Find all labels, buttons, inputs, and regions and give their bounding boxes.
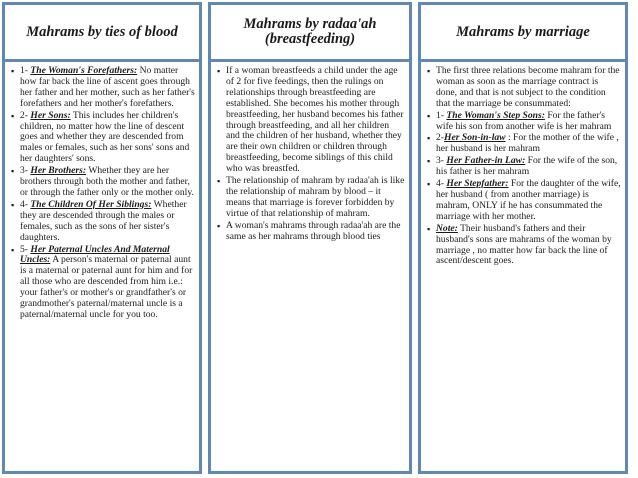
item-text [20, 66, 195, 110]
list-item [427, 133, 621, 155]
bullet-icon: ▪ [217, 66, 221, 76]
list-item [11, 111, 195, 166]
item-text [436, 179, 621, 223]
item-prefix: 2- [20, 109, 31, 121]
item-text [436, 156, 621, 178]
list-item [11, 166, 195, 199]
bullet-icon: ▪ [11, 199, 15, 210]
list-item [217, 221, 405, 243]
item-highlight: Her Sons: [30, 109, 71, 121]
column-body [5, 62, 199, 322]
list-item [427, 111, 621, 133]
item-text [20, 111, 195, 166]
item-highlight: Her Stepfather: [446, 178, 509, 190]
list-item [11, 66, 195, 110]
bullet-icon: ▪ [217, 220, 221, 231]
mahram-table [2, 2, 634, 474]
item-text: The relationship of mahram by radaa'ah is like the relationship of mahram by blood – it means that marriage is forever forbidden by virtue of that relationship of mahram. [226, 175, 405, 219]
item-text: No matter how far back the line of ascent goes through her father and her mother, such as her father's forefathers and her mother's forefathers. [20, 65, 195, 109]
list-item [427, 66, 621, 110]
item-text [20, 245, 195, 321]
item-text: For the wife of the son, his father is her mahram [436, 155, 618, 178]
item-text: A person's maternal or paternal aunt is a maternal or paternal aunt for him and for all those who are descended from him i.e.: your father's or mother's or grandfather's or grandmother's paternal/maternal uncle is a paternal/maternal uncle for you too. [20, 254, 193, 320]
item-text [226, 221, 405, 243]
item-text: For the daughter of the wife, her husband ( from another marriage) is mahram, ONLY if he has consummated the marriage with her mother. [436, 178, 621, 222]
item-text [226, 176, 405, 220]
item-highlight: Her Father-in Law: [446, 155, 526, 167]
bullet-icon: ▪ [11, 66, 15, 76]
bullet-icon: ▪ [11, 166, 15, 177]
item-highlight: Her Paternal Uncles And Maternal Uncles: [20, 243, 170, 266]
list-item [217, 66, 405, 175]
bullet-icon: ▪ [427, 110, 431, 121]
list-item [427, 156, 621, 178]
item-text: : For the mother of the wife , her husband is her mahram [436, 132, 619, 155]
bullet-icon: ▪ [11, 244, 15, 255]
item-prefix: 3- [436, 155, 447, 167]
item-text: A woman's mahrams through radaa'ah are the same as her mahrams through blood ties [226, 219, 401, 242]
column-title: Mahrams by marriage [421, 5, 625, 62]
item-text [436, 111, 621, 133]
item-text [226, 66, 405, 175]
bullet-icon: ▪ [427, 133, 431, 144]
item-text [436, 224, 621, 268]
column-body [421, 62, 625, 268]
item-prefix: 3- [20, 165, 31, 177]
item-text: For the father's wife his son from another wife is her mahram [436, 109, 612, 132]
column-breastfeeding [208, 2, 412, 474]
column-title: Mahrams by ties of blood [5, 5, 199, 62]
item-prefix: 2- [436, 132, 444, 144]
item-prefix: 1- [436, 109, 447, 121]
list-item [427, 179, 621, 223]
item-highlight: The Woman's Forefathers: [30, 65, 138, 76]
item-highlight: The Children Of Her Siblings: [30, 198, 152, 210]
list-item [217, 176, 405, 220]
bullet-icon: ▪ [11, 110, 15, 121]
item-text: Whether they are descended through the males or females, such as the sons of her sister's daughters. [20, 198, 187, 243]
item-prefix: 4- [436, 178, 447, 190]
bullet-icon: ▪ [427, 66, 431, 76]
item-prefix: 4- [20, 198, 31, 210]
item-text [20, 166, 195, 199]
list-item [11, 245, 195, 321]
item-text: The first three relations become mahram for the woman as soon as the marriage contract is done, and that is not subject to the condition that the marriage be consummated: [436, 65, 620, 109]
column-marriage [418, 2, 628, 474]
bullet-icon: ▪ [217, 176, 221, 187]
item-text: Their husband's fathers and their husband's sons are mahrams of the woman by marriage , no matter how far back the line of ascent/descent goes. [436, 222, 612, 267]
item-text [436, 66, 621, 110]
item-prefix: 5- [20, 243, 31, 255]
column-title: Mahrams by radaa'ah (breastfeeding) [211, 5, 409, 62]
item-highlight: The Woman's Step Sons: [446, 109, 545, 121]
list-item [11, 200, 195, 244]
item-text: Whether they are her brothers through both the mother and father, or through the father only or the mother only. [20, 165, 194, 198]
item-prefix: 1- [20, 65, 31, 76]
item-text [436, 133, 621, 155]
item-text: If a woman breastfeeds a child under the age of 2 for five feedings, then the rulings on relationships through breastfeeding are established. She becomes his mother through breastfeeding, her husband becomes his father through breastfeeding, and all her children and the children of her husband, whether they are their own children or children through breastfeeding, become siblings of this child who was breastfed. [226, 65, 404, 175]
item-highlight: Note: [436, 222, 458, 234]
item-highlight: Her Son-in-law [444, 132, 506, 144]
bullet-icon: ▪ [427, 156, 431, 167]
item-highlight: Her Brothers: [30, 165, 87, 177]
bullet-icon: ▪ [427, 223, 431, 234]
list-item [427, 224, 621, 268]
item-text [20, 200, 195, 244]
column-blood [2, 2, 202, 474]
bullet-icon: ▪ [427, 179, 431, 190]
item-text: This includes her children's children, no matter how the line of descent goes and whether they are descended from males or females, such as her sons' sons and her daughters' sons. [20, 109, 190, 165]
column-body [211, 62, 409, 244]
